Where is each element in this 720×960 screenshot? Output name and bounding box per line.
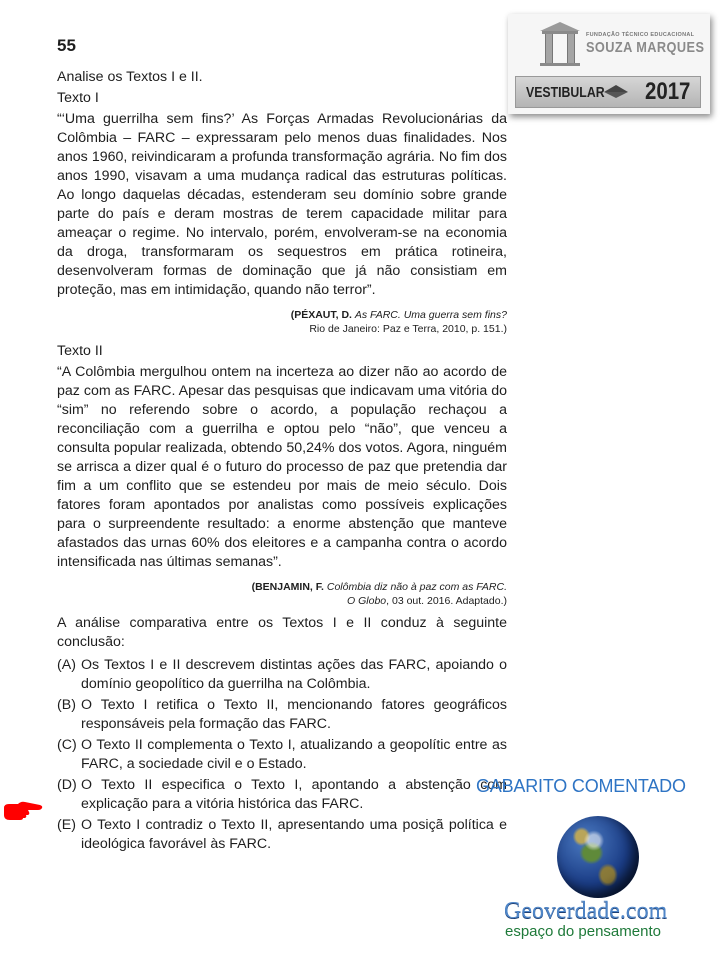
graduation-cap-icon (602, 85, 628, 99)
instruction: Analise os Textos I e II. (57, 69, 203, 85)
temple-icon (540, 22, 580, 66)
texto2-citation-source: O Globo (347, 595, 387, 607)
option-d[interactable] (57, 776, 507, 814)
souza-marques-logo (508, 14, 710, 114)
texto1-body: “‘Uma guerrilha sem fins?’ As Forças Armadas Revolucionárias da Colômbia – FARC – expressaram pelo menos duas finalidades. Nos anos 1960, reivindicaram a profunda transformação agrária. No fim dos anos 1990, visavam a uma mudança radical das estruturas políticas. Ao longo daquelas décadas, estenderam seu domínio sobre grande parte do país e deram mostras de terem capacidade militar para ameaçar o regime. No intervalo, porém, envolveram-se na economia da droga, transformaram os sequestros em prática rotineira, desenvolveram formas de dominação que já não consistiam em proteção, mas em intimidação, quando não terror”. (57, 111, 507, 298)
texto2-citation (57, 580, 507, 608)
option-letter: (A) (57, 657, 76, 673)
option-text: O Texto II especifica o Texto I, apontando a abstenção com explicação para a vitória histórica das FARC. (81, 777, 507, 812)
texto2-citation-date: , 03 out. 2016. Adaptado.) (386, 595, 507, 607)
exam-year: 2017 (644, 78, 690, 105)
vestibular-banner (515, 76, 701, 108)
exam-label: VESTIBULAR (526, 83, 605, 101)
option-letter: (B) (57, 697, 76, 713)
texto1-label: Texto I (57, 90, 99, 106)
option-text: O Texto I retifica o Texto II, mencionando fatores geográficos responsáveis pela formação das FARC. (81, 697, 507, 732)
texto2-label: Texto II (57, 343, 103, 359)
question-prompt: A análise comparativa entre os Textos I e II conduz à seguinte conclusão: (57, 615, 507, 650)
site-tagline: espaço do pensamento (505, 923, 661, 940)
foundation-logo (528, 20, 705, 68)
option-a[interactable] (57, 656, 507, 694)
option-text: O Texto I contradiz o Texto II, apresentando uma posiçã política e ideológica favorável às FARC. (81, 817, 507, 852)
foundation-subtitle: FUNDAÇÃO TÉCNICO EDUCACIONAL (586, 32, 695, 38)
texto2-body: “A Colômbia mergulhou ontem na incerteza ao dizer não ao acordo de paz com as FARC. Apesar das pesquisas que indicavam uma vitória do “sim” no referendo sobre o acordo, a população rechaçou a reconciliação com a guerrilha e optou pelo “não”, que venceu a consulta popular realizada, obtendo 50,24% dos votos. Agora, ninguém se arrisca a dizer qual é o futuro do processo de paz que pretendia dar fim a um conflito que se estendeu por mais de meio século. Dois fatores foram apontados por analistas como possíveis explicações para o surpreendente resultado: a enorme abstenção que manteve afastados das urnas 60% dos eleitores e a campanha contra o acordo intensificada nas últimas semanas”. (57, 364, 507, 570)
texto1-citation (57, 308, 507, 336)
texto1-citation-title: As FARC. Uma guerra sem fins? (354, 309, 507, 321)
option-text: Os Textos I e II descrevem distintas ações das FARC, apoiando o domínio geopolítico da guerrilha na Colômbia. (81, 657, 507, 692)
answer-key-heading: GABARITO COMENTADO (476, 776, 686, 796)
option-c[interactable] (57, 736, 507, 774)
texto1-citation-author: (PÉXAUT, D. (290, 309, 352, 321)
texto2-citation-title: Colômbia diz não à paz com as FARC. (326, 581, 507, 593)
globe-icon (557, 816, 639, 898)
foundation-name: SOUZA MARQUES (586, 39, 705, 56)
exam-question (57, 36, 507, 856)
option-letter: (C) (57, 737, 77, 753)
answer-options (57, 656, 507, 854)
texto2-citation-author: (BENJAMIN, F. (251, 581, 324, 593)
option-letter: (E) (57, 817, 76, 833)
option-e[interactable] (57, 816, 507, 854)
option-text: O Texto II complementa o Texto I, atualizando a geopolític entre as FARC, a sociedade civil e o Estado. (81, 737, 507, 772)
texto1-citation-publisher: Rio de Janeiro: Paz e Terra, 2010, p. 151.) (309, 323, 507, 335)
option-letter: (D) (57, 777, 77, 793)
pointing-hand-icon (2, 800, 44, 822)
site-name: Geoverdade.com (504, 898, 668, 924)
question-number: 55 (57, 36, 76, 55)
option-b[interactable] (57, 696, 507, 734)
